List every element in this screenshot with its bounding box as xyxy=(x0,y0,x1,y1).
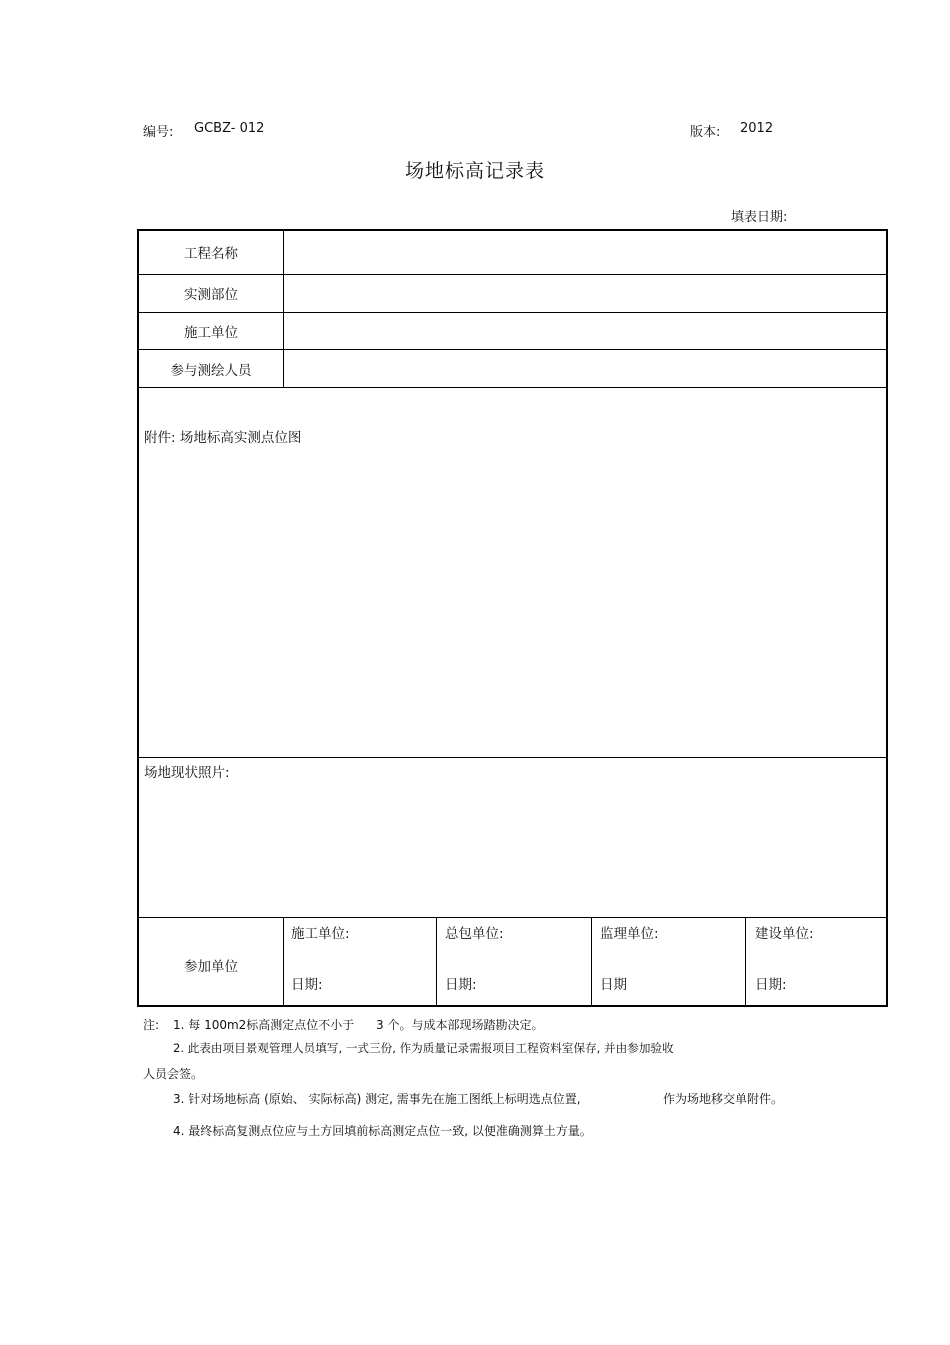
row-divider xyxy=(139,387,886,388)
construction-unit-sign: 施工单位: xyxy=(291,926,350,942)
project-name-label: 工程名称 xyxy=(184,246,238,262)
participants-label: 参加单位 xyxy=(184,959,238,975)
site-photo-label: 场地现状照片: xyxy=(144,765,230,781)
attachment-label: 附件: 场地标高实测点位图 xyxy=(144,430,302,446)
participants-divider xyxy=(283,917,284,1007)
row-divider xyxy=(139,274,886,275)
general-contractor-sign: 总包单位: xyxy=(445,926,504,942)
row-divider xyxy=(139,349,886,350)
supervision-unit-sign: 监理单位: xyxy=(600,926,659,942)
version-value: 2012 xyxy=(740,121,774,136)
supervision-unit-date: 日期 xyxy=(600,977,627,993)
label-column-divider xyxy=(283,231,284,387)
code-value: GCBZ- 012 xyxy=(194,121,265,136)
note-4: 4. 最终标高复测点位应与土方回填前标高测定点位一致, 以便准确测算土方量。 xyxy=(173,1124,592,1138)
construction-unit-date: 日期: xyxy=(291,977,323,993)
row-divider xyxy=(139,312,886,313)
note-1-part-a: 1. 每 100m2标高测定点位不小于 xyxy=(173,1018,355,1032)
notes-prefix: 注: xyxy=(143,1018,160,1032)
participants-divider xyxy=(745,917,746,1007)
code-label: 编号: xyxy=(143,125,174,140)
fill-date-label: 填表日期: xyxy=(731,210,788,225)
note-2-part-a: 2. 此表由项目景观管理人员填写, 一式三份, 作为质量记录需报项目工程资料室保存, 并由参加验收 xyxy=(173,1041,674,1055)
surveyors-label: 参与测绘人员 xyxy=(170,363,252,379)
version-label: 版本: xyxy=(690,125,721,140)
construction-unit-label: 施工单位 xyxy=(184,325,238,341)
note-2-part-b: 人员会签。 xyxy=(143,1067,204,1081)
page-title: 场地标高记录表 xyxy=(404,160,545,182)
owner-unit-sign: 建设单位: xyxy=(755,926,814,942)
participants-divider xyxy=(591,917,592,1007)
participants-divider xyxy=(436,917,437,1007)
survey-location-label: 实测部位 xyxy=(184,287,238,303)
owner-unit-date: 日期: xyxy=(755,977,787,993)
note-1-part-b: 3 个。与成本部现场踏勘决定。 xyxy=(376,1018,544,1032)
note-3-part-a: 3. 针对场地标高 (原始、 实际标高) 测定, 需事先在施工图纸上标明选点位置, xyxy=(173,1092,581,1106)
note-3-part-b: 作为场地移交单附件。 xyxy=(663,1092,784,1106)
section-divider xyxy=(139,917,886,918)
section-divider xyxy=(139,757,886,758)
general-contractor-date: 日期: xyxy=(445,977,477,993)
record-table xyxy=(137,229,888,1007)
